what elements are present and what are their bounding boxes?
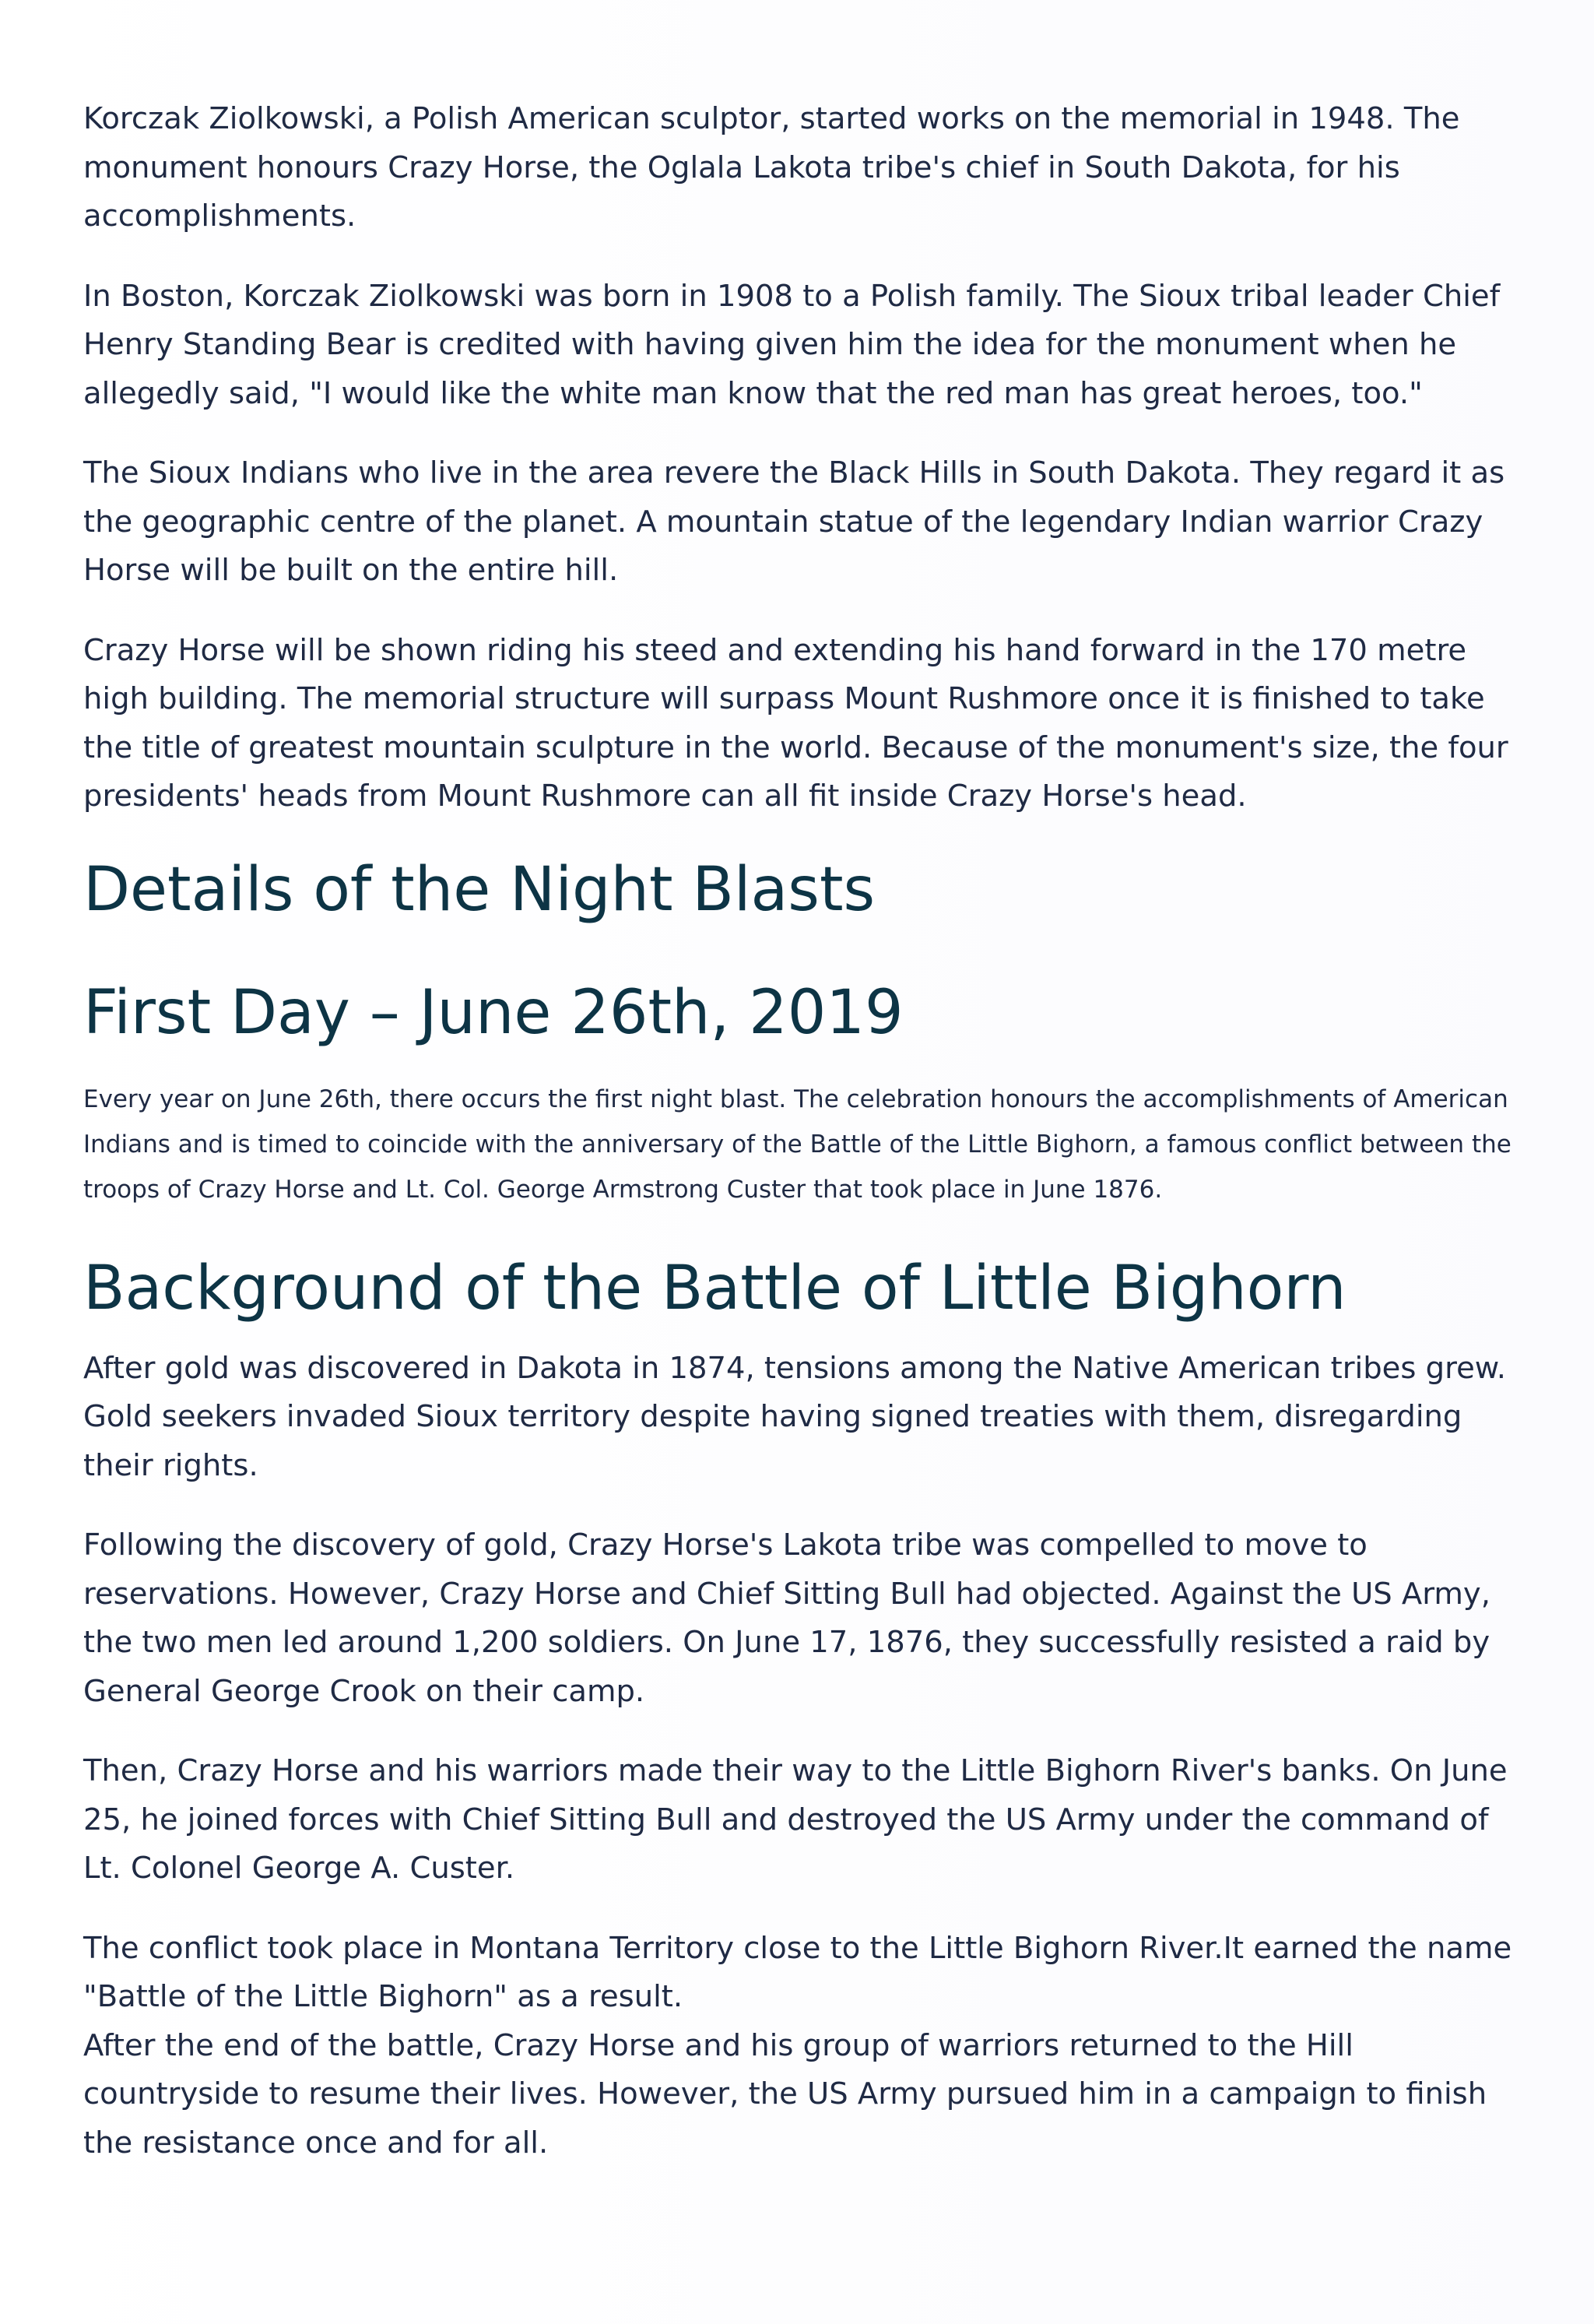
heading-night-blasts: Details of the Night Blasts — [83, 854, 876, 925]
heading-first-day: First Day – June 26th, 2019 — [83, 977, 904, 1048]
intro-paragraph-statue-size: Crazy Horse will be shown riding his steed and extending his hand forward in the 170 metre high building. The memorial structure will surpass Mount Rushmore once it is finished to take the title of greatest mountain sculpture in the world. Because of the monument's size, the four presidents' heads from Mount Rushmore can all fit inside Crazy Horse's head. — [83, 632, 1508, 814]
intro-paragraph-black-hills: The Sioux Indians who live in the area revere the Black Hills in South Dakota. They regard it as the geographic centre of the planet. A mountain statue of the legendary Indian warrior Crazy Horse will be built on the entire hill. — [83, 455, 1505, 588]
background-paragraph-reservations: Following the discovery of gold, Crazy Horse's Lakota tribe was compelled to move to reservations. However, Crazy Horse and Chief Sitting Bull had objected. Against the US Army, the two men led around 1,200 soldiers. On June 17, 1876, they successfully resisted a raid by General George Crook on their camp. — [83, 1528, 1490, 1709]
background-paragraph-gold: After gold was discovered in Dakota in 1874, tensions among the Native American tribes grew. Gold seekers invaded Sioux territory despite having signed treaties with them, disregarding their rights. — [83, 1350, 1506, 1483]
background-paragraph-montana: The conflict took place in Montana Territory close to the Little Bighorn River.It earned the name "Battle of the Little Bighorn" as a result. — [83, 1930, 1512, 2014]
intro-paragraph-sculptor: Korczak Ziolkowski, a Polish American sculptor, started works on the memorial in 1948. The monument honours Crazy Horse, the Oglala Lakota tribe's chief in South Dakota, for his accomplishments. — [83, 101, 1460, 234]
heading-background-battle: Background of the Battle of Little Bighorn — [83, 1253, 1346, 1324]
intro-paragraph-birth: In Boston, Korczak Ziolkowski was born in 1908 to a Polish family. The Sioux tribal leader Chief Henry Standing Bear is credited with having given him the idea for the monument when he allegedly said, "I would like the white man know that the red man has great heroes, too." — [83, 278, 1501, 411]
background-paragraph-aftermath: After the end of the battle, Crazy Horse and his group of warriors returned to the Hill countryside to resume their lives. However, the US Army pursued him in a campaign to finish the resistance once and for all. — [83, 2027, 1487, 2161]
background-paragraph-river-banks: Then, Crazy Horse and his warriors made their way to the Little Bighorn River's banks. On June 25, he joined forces with Chief Sitting Bull and destroyed the US Army under the command of Lt. Colonel George A. Custer. — [83, 1753, 1508, 1886]
first-day-paragraph: Every year on June 26th, there occurs the first night blast. The celebration honours the accomplishments of American Indians and is timed to coincide with the anniversary of the Battle of the Little Bighorn, a famous conflict between the troops of Crazy Horse and Lt. Col. George Armstrong Custer that took place in June 1876. — [83, 1085, 1511, 1204]
